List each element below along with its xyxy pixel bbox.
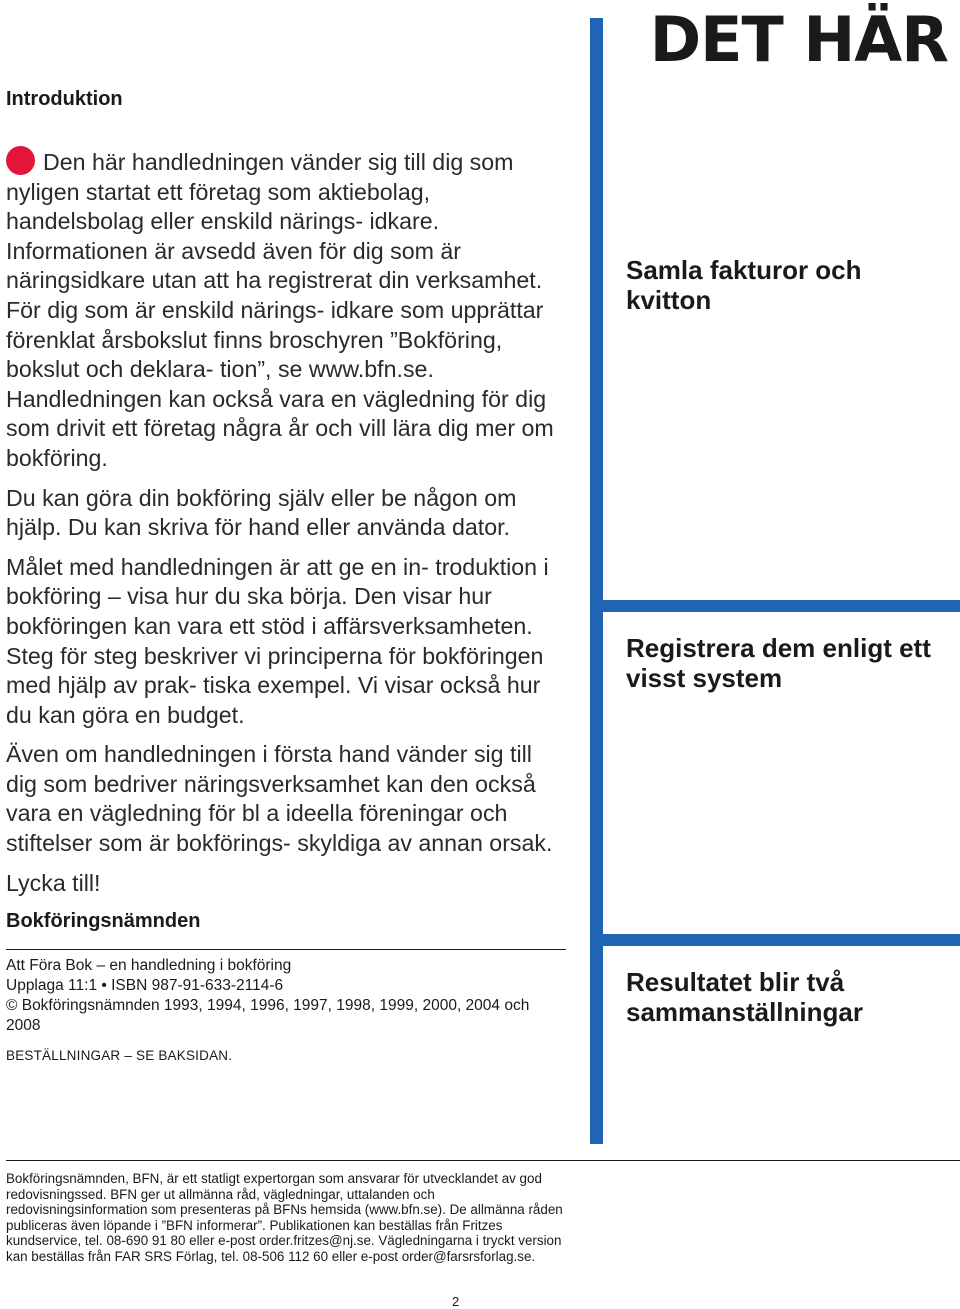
divider — [6, 949, 566, 950]
colophon — [6, 956, 566, 1036]
page-number: 2 — [452, 1294, 460, 1309]
footer-divider — [6, 1160, 960, 1161]
sidebar-step-3: Resultatet blir två sammanställningar — [626, 967, 863, 1027]
orders-note: BESTÄLLNINGAR – SE BAKSIDAN. — [6, 1048, 233, 1064]
body-paragraph-4: Även om handledningen i första hand vänder sig till dig som bedriver näringsverksamhet kan den också vara en vägledning för bl a ideella föreningar och stiftelser som är bokförings- skyldiga av annan orsak. — [6, 741, 553, 857]
sidebar-step-1: Samla fakturor och kvitton — [626, 255, 862, 315]
sidebar-vertical-bar — [590, 18, 603, 1144]
footer-info: Bokföringsnämnden, BFN, är ett statligt expertorgan som ansvarar för utvecklandet av god redovisningssed. BFN ger ut allmänna råd, vägledningar, uttalanden och redovisningsinformation som presenteras på BFNs hemsida (www.bfn.se). De allmänna råden publiceras även löpande i ”BFN informerar”. Publikationen kan beställas från Fritzes kundservice, tel. 08-690 91 80 eller e-post order.fritzes@nj.se. Vägledningarna i tryckt version kan beställas från FAR SRS Förlag, tel. 08-506 112 60 eller e-post order@farsrsforlag.se. — [6, 1171, 563, 1264]
intro-paragraph — [6, 146, 566, 474]
body-paragraph-3: Målet med handledningen är att ge en in- troduktion i bokföring – visa hur du ska börja. Den visar hur bokföringen kan vara ett stöd i affärsverksamheten. Steg för steg beskriver vi principerna för bokföringen med hjälp av prak- tiska exempel. Vi visar också hur du kan göra en budget. — [6, 553, 549, 728]
colophon-title: Att Föra Bok – en handledning i bokföring — [6, 957, 292, 975]
sidebar-step-2: Registrera dem enligt ett visst system — [626, 633, 931, 693]
sidebar-divider-1 — [603, 600, 960, 612]
section-title: Introduktion — [6, 88, 123, 110]
body-paragraph-2: Du kan göra din bokföring själv eller be någon om hjälp. Du kan skriva för hand eller använda dator. — [6, 484, 517, 541]
main-column — [6, 146, 566, 1063]
colophon-edition: Upplaga 11:1 • ISBN 987-91-633-2114-6 — [6, 977, 284, 995]
colophon-copyright: © Bokföringsnämnden 1993, 1994, 1996, 1997, 1998, 1999, 2000, 2004 och 2008 — [6, 997, 530, 1035]
sidebar-divider-2 — [603, 934, 960, 946]
intro-paragraph-text: Den här handledningen vänder sig till dig som nyligen startat ett företag som aktiebolag, handelsbolag eller enskild närings- idkare. Informationen är avsedd även för dig som är näringsidkare utan att ha registrerat din verksamhet. För dig som är enskild närings- idkare som upprättar förenklat årsbokslut finns broschyren ”Bokföring, bokslut och deklara- tion”, se www.bfn.se. Handledningen kan också vara en vägledning för dig som drivit ett företag några år och vill lära dig mer om bokföring. — [6, 149, 554, 471]
closing-line: Lycka till! — [6, 869, 101, 896]
signature: Bokföringsnämnden — [6, 910, 201, 933]
page-heading: DET HÄR — [649, 3, 948, 76]
red-bullet-icon — [6, 146, 35, 175]
